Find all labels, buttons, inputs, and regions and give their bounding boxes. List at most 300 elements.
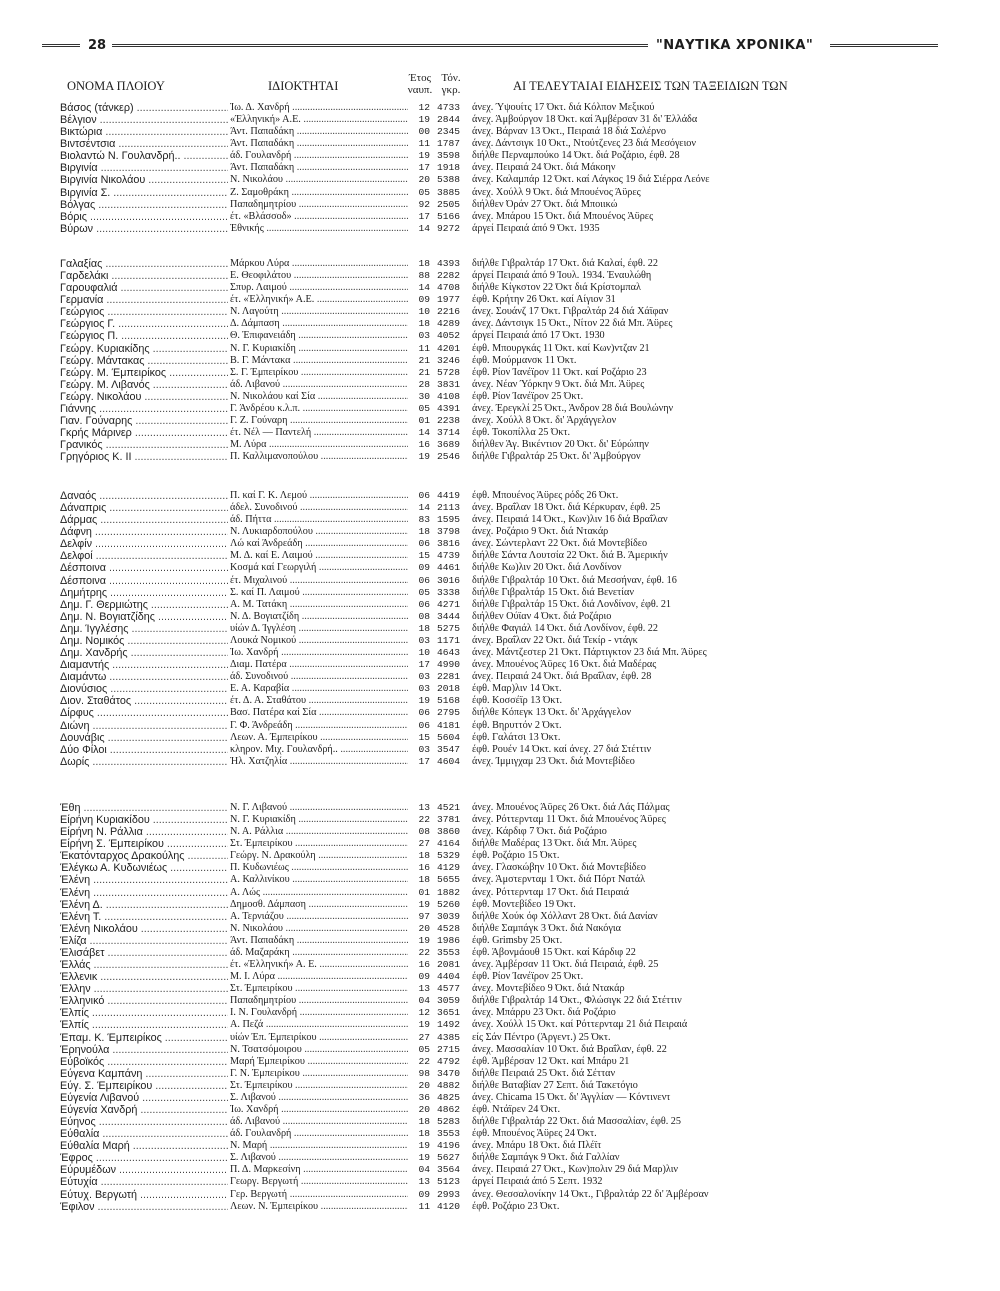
build-year: 20 xyxy=(418,1104,430,1115)
table-row xyxy=(0,439,1000,451)
table-row xyxy=(0,550,1000,562)
gross-tonnage: 1171 xyxy=(436,634,460,646)
table-row xyxy=(0,1116,1000,1128)
table-row xyxy=(0,756,1000,768)
ship-name: Γεώργ. Νικολάου ..... xyxy=(60,391,228,403)
table-row xyxy=(0,1201,1000,1213)
build-year: 30 xyxy=(418,390,430,402)
gross-tonnage: 1595 xyxy=(436,514,460,526)
gross-tonnage: 4120 xyxy=(436,1200,460,1212)
ship-name: Δωρίς ..... xyxy=(60,756,228,768)
voyage-news: άνεχ. Μπάρυ 18 Όκτ. διά Πλέϊτ xyxy=(472,1140,602,1152)
build-year: 01 xyxy=(418,886,430,898)
ship-name: Έλισάβετ ..... xyxy=(60,947,228,959)
ship-name: Εύγ. Σ. Έμπειρίκου ..... xyxy=(60,1080,228,1092)
ship-name: Γρηγόριος Κ. ΙΙ ..... xyxy=(60,451,228,463)
table-row xyxy=(0,1104,1000,1116)
owner-name: Α. Τερνιάζου ..... xyxy=(230,911,408,923)
owner-name: Θ. Έπιφανειάδη ..... xyxy=(230,330,408,342)
build-year: 11 xyxy=(418,1200,430,1212)
build-year: 16 xyxy=(418,862,430,874)
ship-name: Γερμανία ..... xyxy=(60,294,228,306)
voyage-news: διήλθε Κόπεγκ 13 Όκτ. δι' Άρχάγγελον xyxy=(472,707,632,719)
build-year: 18 xyxy=(418,258,430,269)
voyage-news: διήλθε Γιβραλτάρ 22 Όκτ. διά Μασσαλίαν, έφθ. 25 xyxy=(472,1116,681,1128)
voyage-news: άνεχ. Ύψουίτς 17 Όκτ. διά Κόλπον Μεξικού xyxy=(472,102,655,113)
ship-name: Έλέγκω Α. Κυδωνιέως ..... xyxy=(60,862,228,874)
voyage-news: διήλθε Περναμπούκο 14 Όκτ. διά Ροζάριο, έφθ. 28 xyxy=(472,150,680,162)
table-row xyxy=(0,587,1000,599)
build-year: 17 xyxy=(418,755,430,767)
voyage-news: διήλθε Σαμπάγκ 3 Όκτ. διά Νακόγια xyxy=(472,922,621,934)
ship-name: Έλένη Τ. ..... xyxy=(60,911,228,923)
table-row xyxy=(0,599,1000,611)
owner-name: Λεων. Ν. Έμπειρίκου ..... xyxy=(230,1201,408,1213)
owner-name: Ν. Νικολάου καί Σία ..... xyxy=(230,391,408,403)
gross-tonnage: 3598 xyxy=(436,150,460,162)
gross-tonnage: 2018 xyxy=(436,683,460,695)
build-year: 04 xyxy=(418,995,430,1007)
voyage-news: διήλθε Γιβραλτάρ 15 Όκτ. διά Βενετίαν xyxy=(472,586,634,598)
ship-name: Εύθαλία ..... xyxy=(60,1128,228,1140)
gross-tonnage: 1492 xyxy=(436,1019,460,1031)
page-number: 28 xyxy=(88,38,107,53)
owner-name: Λώ καί Άνδρεάδη ..... xyxy=(230,538,408,550)
owner-name: Ίω. Χανδρή ..... xyxy=(230,647,408,659)
ship-name: Γεώργιος Γ. ..... xyxy=(60,318,228,330)
gross-tonnage: 4393 xyxy=(436,258,460,269)
gross-tonnage: 4419 xyxy=(436,490,460,501)
ship-name: Έρηνούλα ..... xyxy=(60,1044,228,1056)
owner-name: Ν. Τσατσόμοιρου ..... xyxy=(230,1044,408,1056)
gross-tonnage: 3338 xyxy=(436,586,460,598)
owner-name: Σ. Γ. Έμπειρίκου ..... xyxy=(230,367,408,379)
voyage-news: άργεί Πειραιά άπό 9 Όκτ. 1935 xyxy=(472,222,600,234)
table-row xyxy=(0,223,1000,235)
voyage-news: διήλθε Σαμπάγκ 9 Όκτ. διά Γαλλίαν xyxy=(472,1152,620,1164)
build-year: 09 xyxy=(418,1188,430,1200)
owner-name: Ήλ. Χατζηλία ..... xyxy=(230,756,408,768)
table-row xyxy=(0,318,1000,330)
ship-name: Βόρις ..... xyxy=(60,211,228,223)
owner-name: Ν. Μαρή ..... xyxy=(230,1140,408,1152)
owner-name: Άντ. Παπαδάκη ..... xyxy=(230,138,408,150)
build-year: 03 xyxy=(418,330,430,342)
table-row xyxy=(0,635,1000,647)
table-row xyxy=(0,995,1000,1007)
gross-tonnage: 3781 xyxy=(436,814,460,826)
table-row xyxy=(0,427,1000,439)
owner-name: Γ. Ν. Έμπειρίκου ..... xyxy=(230,1068,408,1080)
voyage-news: έφθ. Μαρ)λιν 14 Όκτ. xyxy=(472,683,562,695)
voyage-news: άνεχ. Μάντζεστερ 21 Όκτ. Πάρτιγκτον 23 διά Μπ. Άϋρες xyxy=(472,647,707,659)
ship-name: Δίρφυς ..... xyxy=(60,707,228,719)
gross-tonnage: 3470 xyxy=(436,1067,460,1079)
gross-tonnage: 3564 xyxy=(436,1164,460,1176)
owner-name: Παπαδημητρίου ..... xyxy=(230,199,408,211)
owner-name: Μαρή Έμπειρίκου ..... xyxy=(230,1056,408,1068)
build-year: 19 xyxy=(418,1019,430,1031)
owner-name: άδ. Λιβανού ..... xyxy=(230,379,408,391)
table-row xyxy=(0,732,1000,744)
build-year: 19 xyxy=(418,114,430,126)
voyage-news: έφθ. Ροζάριο 15 Όκτ. xyxy=(472,850,560,862)
column-header-tonnage xyxy=(436,72,466,96)
build-year: 13 xyxy=(418,983,430,995)
owner-name: άδ. Γουλανδρή ..... xyxy=(230,1128,408,1140)
build-year: 22 xyxy=(418,946,430,958)
voyage-news: έφθ. Ρίον Ίανέϊρον 25 Όκτ. xyxy=(472,971,584,983)
gross-tonnage: 2505 xyxy=(436,198,460,210)
build-year: 19 xyxy=(418,451,430,463)
gross-tonnage: 2546 xyxy=(436,451,460,463)
owner-name: Α. Μ. Τατάκη ..... xyxy=(230,599,408,611)
owner-name: Λουκά Νομικού ..... xyxy=(230,635,408,647)
owner-name: έτ. «Έλληνική» Α. Ε. ..... xyxy=(230,959,408,971)
gross-tonnage: 2281 xyxy=(436,671,460,683)
voyage-news: άνεχ. Άμβούργον 18 Όκτ. καί Άμβέρσαν 31 δι' Έλλάδα xyxy=(472,114,698,126)
voyage-news: είς Σάν Πέντρο (Άργεντ.) 25 Όκτ. xyxy=(472,1031,611,1043)
voyage-news: διήλθε Γιβραλτάρ 25 Όκτ. δι' Άμβούργον xyxy=(472,451,641,463)
ship-name: Έλίζα ..... xyxy=(60,935,228,947)
gross-tonnage: 2993 xyxy=(436,1188,460,1200)
owner-name: Ν. Λυκιαρδοπούλου ..... xyxy=(230,526,408,538)
build-year: 20 xyxy=(418,1079,430,1091)
gross-tonnage: 4739 xyxy=(436,550,460,562)
ship-name: Γιαν. Γούναρης ..... xyxy=(60,415,228,427)
ship-name: Βέλγιον ..... xyxy=(60,114,228,126)
build-year: 04 xyxy=(418,1164,430,1176)
voyage-news: άνεχ. Μοντεβίδεο 9 Όκτ. διά Ντακάρ xyxy=(472,983,625,995)
voyage-news: έφθ. Άμβέρσαν 12 Όκτ. καί Μπάρυ 21 xyxy=(472,1055,630,1067)
ship-name: Γεώργιος Π. ..... xyxy=(60,330,228,342)
gross-tonnage: 2081 xyxy=(436,959,460,971)
voyage-news: άνεχ. Χούλλ 8 Όκτ. δι' Άρχάγγελον xyxy=(472,415,617,427)
build-year: 21 xyxy=(418,366,430,378)
build-year: 10 xyxy=(418,306,430,318)
gross-tonnage: 2113 xyxy=(436,502,460,514)
table-row xyxy=(0,211,1000,223)
ship-name: Βιντσέντσια ..... xyxy=(60,138,228,150)
ship-name: Γεώργ. Κυριακίδης ..... xyxy=(60,343,228,355)
build-year: 36 xyxy=(418,1091,430,1103)
ship-name: Διώνη ..... xyxy=(60,720,228,732)
ship-name: Διον. Σταθάτος ..... xyxy=(60,695,228,707)
owner-name: έτ. «Έλληνική» Α.Ε. ..... xyxy=(230,294,408,306)
table-row xyxy=(0,1007,1000,1019)
table-row xyxy=(0,671,1000,683)
gross-tonnage: 4792 xyxy=(436,1055,460,1067)
voyage-news: άνεχ. Μπουένος Άϋρες 26 Όκτ. διά Λάς Πάλμας xyxy=(472,802,670,813)
ship-name: Βύρων ..... xyxy=(60,223,228,235)
owner-name: Γερ. Βεργωτή ..... xyxy=(230,1189,408,1201)
build-year: 08 xyxy=(418,826,430,838)
table-row xyxy=(0,1176,1000,1188)
table-row xyxy=(0,814,1000,826)
column-header-tonnage-line1: Τόν. xyxy=(441,72,461,84)
build-year: 09 xyxy=(418,562,430,574)
gross-tonnage: 3547 xyxy=(436,743,460,755)
gross-tonnage: 3816 xyxy=(436,538,460,550)
voyage-news: άνεχ. Μπάρου 15 Όκτ. διά Μπουένος Άϋρες xyxy=(472,210,654,222)
ship-name: Έφιλον ..... xyxy=(60,1201,228,1213)
table-row xyxy=(0,403,1000,415)
build-year: 01 xyxy=(418,415,430,427)
gross-tonnage: 5388 xyxy=(436,174,460,186)
gross-tonnage: 5166 xyxy=(436,210,460,222)
table-row xyxy=(0,258,1000,270)
ship-name: Εύγενία Χανδρή ..... xyxy=(60,1104,228,1116)
owner-name: έτ. Νέλ — Παντελή ..... xyxy=(230,427,408,439)
table-row xyxy=(0,562,1000,574)
gross-tonnage: 4862 xyxy=(436,1104,460,1115)
gross-tonnage: 3059 xyxy=(436,995,460,1007)
table-row xyxy=(0,415,1000,427)
ship-name: Εύβοϊκός ..... xyxy=(60,1056,228,1068)
column-header-year-line2: ναυπ. xyxy=(407,84,433,96)
voyage-news: άνεχ. Μπάρρυ 23 Όκτ. διά Ροζάριο xyxy=(472,1007,616,1019)
ship-name: Έλένη ..... xyxy=(60,874,228,886)
build-year: 03 xyxy=(418,634,430,646)
table-row xyxy=(0,187,1000,199)
table-row xyxy=(0,174,1000,186)
gross-tonnage: 4521 xyxy=(436,802,460,813)
build-year: 14 xyxy=(418,427,430,439)
owner-name: έτ. «Βλάσσοδ» ..... xyxy=(230,211,408,223)
ship-name: Δημήτρης ..... xyxy=(60,587,228,599)
owner-name: άδελ. Συνοδινού ..... xyxy=(230,502,408,514)
build-year: 18 xyxy=(418,622,430,634)
gross-tonnage: 3689 xyxy=(436,439,460,451)
gross-tonnage: 3553 xyxy=(436,1128,460,1140)
gross-tonnage: 9272 xyxy=(436,222,460,234)
ship-name: Δάφνη ..... xyxy=(60,526,228,538)
header-rule-left xyxy=(42,44,80,47)
owner-name: Διαμ. Πατέρα ..... xyxy=(230,659,408,671)
ship-name: Δημ. Γ. Θερμιώτης ..... xyxy=(60,599,228,611)
voyage-news: άργεί Πειραιά άπό 9 Ίουλ. 1934. Έναυλώθη xyxy=(472,270,652,282)
gross-tonnage: 4643 xyxy=(436,647,460,659)
owner-name: Σ. Λιβανού ..... xyxy=(230,1152,408,1164)
voyage-news: έφθ. Γαλάτσι 13 Όκτ. xyxy=(472,731,561,743)
running-header xyxy=(40,38,940,54)
table-row xyxy=(0,647,1000,659)
build-year: 05 xyxy=(418,586,430,598)
table-row xyxy=(0,623,1000,635)
ship-name: Έλλενικ ..... xyxy=(60,971,228,983)
ship-name: Γκρής Μάρινερ ..... xyxy=(60,427,228,439)
gross-tonnage: 3714 xyxy=(436,427,460,439)
table-row xyxy=(0,1044,1000,1056)
build-year: 03 xyxy=(418,671,430,683)
voyage-news: έφθ. Μοντεβίδεο 19 Όκτ. xyxy=(472,898,576,910)
table-row xyxy=(0,126,1000,138)
gross-tonnage: 2795 xyxy=(436,707,460,719)
build-year: 19 xyxy=(418,1152,430,1164)
owner-name: Σπυρ. Λαιμού ..... xyxy=(230,282,408,294)
owner-name: Κοσμά καί Γεωργιλή ..... xyxy=(230,562,408,574)
gross-tonnage: 4604 xyxy=(436,755,460,767)
owner-name: Άντ. Παπαδάκη ..... xyxy=(230,935,408,947)
owner-name: Στ. Έμπειρίκου ..... xyxy=(230,1080,408,1092)
gross-tonnage: 4129 xyxy=(436,862,460,874)
voyage-news: άνεχ. Σουάνζ 17 Όκτ. Γιβραλτάρ 24 διά Χάϊφαν xyxy=(472,306,669,318)
build-year: 06 xyxy=(418,490,430,501)
ship-name: Έλλάς ..... xyxy=(60,959,228,971)
table-row xyxy=(0,911,1000,923)
owner-name: άδ. Λιβανού ..... xyxy=(230,1116,408,1128)
voyage-news: άνεχ. Ρόττερνταμ 17 Όκτ. διά Πειραιά xyxy=(472,886,629,898)
gross-tonnage: 2345 xyxy=(436,126,460,138)
owner-name: Α. Καλλινίκου ..... xyxy=(230,874,408,886)
gross-tonnage: 2282 xyxy=(436,270,460,282)
table-row xyxy=(0,874,1000,886)
ship-name: Εύθαλία Μαρή ..... xyxy=(60,1140,228,1152)
ship-name: Εύρυμέδων ..... xyxy=(60,1164,228,1176)
voyage-news: άνεχ. Έρεγκλί 25 Όκτ., Άνδρον 28 διά Βουλώνην xyxy=(472,402,674,414)
owner-name: Ίω. Δ. Χανδρή ..... xyxy=(230,102,408,114)
ship-name: Βιργινία Νικολάου ..... xyxy=(60,174,228,186)
owner-name: Γ. Φ. Άνδρεάδη ..... xyxy=(230,720,408,732)
build-year: 10 xyxy=(418,647,430,659)
gross-tonnage: 1977 xyxy=(436,294,460,306)
voyage-news: διήλθε Χούκ όφ Χόλλαντ 28 Όκτ. διά Δανίαν xyxy=(472,910,658,922)
build-year: 17 xyxy=(418,210,430,222)
build-year: 18 xyxy=(418,526,430,538)
table-row xyxy=(0,1068,1000,1080)
gross-tonnage: 2238 xyxy=(436,415,460,427)
ship-name: Γεώργιος ..... xyxy=(60,306,228,318)
ship-name: Εύγενα Καμπάνη ..... xyxy=(60,1068,228,1080)
voyage-news: διήλθε Σάντα Λουτσία 22 Όκτ. διά Β. Άμερικήν xyxy=(472,550,668,562)
build-year: 19 xyxy=(418,1140,430,1152)
gross-tonnage: 4385 xyxy=(436,1031,460,1043)
gross-tonnage: 4164 xyxy=(436,838,460,850)
build-year: 18 xyxy=(418,318,430,330)
voyage-news: διήλθεν Ούϊαν 4 Όκτ. διά Ροζάριο xyxy=(472,610,612,622)
ship-name: Δαναός ..... xyxy=(60,490,228,502)
ship-name: Εύτυχία ..... xyxy=(60,1176,228,1188)
gross-tonnage: 3651 xyxy=(436,1007,460,1019)
ship-name: Δημ. Νομικός ..... xyxy=(60,635,228,647)
voyage-news: διήλθε Γιβραλτάρ 15 Όκτ. διά Λονδίνον, έφθ. 21 xyxy=(472,598,672,610)
build-year: 83 xyxy=(418,514,430,526)
ship-name: Βιργινία ..... xyxy=(60,162,228,174)
voyage-news: άνεχ. Σώντερλαντ 22 Όκτ. διά Μοντεβίδεο xyxy=(472,538,648,550)
ship-name: Βιολαντώ Ν. Γουλανδρή.. ..... xyxy=(60,150,228,162)
owner-name: Ν. Νικολάου ..... xyxy=(230,174,408,186)
column-header-year xyxy=(403,72,437,96)
table-row xyxy=(0,1019,1000,1031)
voyage-news: διήλθε Βαταβίαν 27 Σεπτ. διά Τακετόγιο xyxy=(472,1079,638,1091)
build-year: 92 xyxy=(418,198,430,210)
table-row xyxy=(0,391,1000,403)
ship-name: Είρήνη Κυριακίδου ..... xyxy=(60,814,228,826)
owner-name: Π. Κυδωνιέως ..... xyxy=(230,862,408,874)
gross-tonnage: 4181 xyxy=(436,719,460,731)
build-year: 00 xyxy=(418,126,430,138)
ship-name: Γεώργ. Μάντακας ..... xyxy=(60,355,228,367)
ship-name: Βάσος (τάνκερ) ..... xyxy=(60,102,228,114)
table-row xyxy=(0,306,1000,318)
gross-tonnage: 5275 xyxy=(436,622,460,634)
owner-name: Ε. Α. Καραβία ..... xyxy=(230,683,408,695)
gross-tonnage: 1986 xyxy=(436,934,460,946)
table-row xyxy=(0,935,1000,947)
owner-name: Γ. Άνδρέου κ.λ.π. ..... xyxy=(230,403,408,415)
owner-name: Μ. Ι. Λύρα ..... xyxy=(230,971,408,983)
build-year: 11 xyxy=(418,138,430,150)
build-year: 06 xyxy=(418,538,430,550)
gross-tonnage: 5123 xyxy=(436,1176,460,1188)
owner-name: Π. Δ. Μαρκεσίνη ..... xyxy=(230,1164,408,1176)
table-row xyxy=(0,102,1000,114)
table-row xyxy=(0,538,1000,550)
voyage-news: άνεχ. Καλαμπάρ 12 Όκτ. καί Λάγκος 19 διά Σιέρρα Λεόνε xyxy=(472,174,710,186)
column-header-year-line1: Έτος xyxy=(409,72,431,84)
ship-name: Γεώργ. Μ. Έμπειρίκος ..... xyxy=(60,367,228,379)
ship-name: Γαρδελάκι ..... xyxy=(60,270,228,282)
voyage-news: άνεχ. Γλασκώβην 10 Όκτ. διά Μοντεβίδεο xyxy=(472,862,646,874)
build-year: 08 xyxy=(418,610,430,622)
table-row xyxy=(0,887,1000,899)
ship-name: Έπαμ. Κ. Έμπειρίκος ..... xyxy=(60,1032,228,1044)
voyage-news: άνεχ. Δάντσιγκ 10 Όκτ., Ντούτζενες 23 διά Μεσόγειον xyxy=(472,138,697,150)
voyage-news: άνεχ. Βραΐλαν 22 Όκτ. διά Τεκίρ - ντάγκ xyxy=(472,634,638,646)
gross-tonnage: 5655 xyxy=(436,874,460,886)
table-row xyxy=(0,850,1000,862)
table-row xyxy=(0,294,1000,306)
build-year: 27 xyxy=(418,838,430,850)
voyage-news: έφθ. Ροζάριο 23 Όκτ. xyxy=(472,1200,560,1212)
build-year: 27 xyxy=(418,1031,430,1043)
owner-name: Ν. Γ. Κυριακίδη ..... xyxy=(230,814,408,826)
table-row xyxy=(0,899,1000,911)
table-row xyxy=(0,744,1000,756)
gross-tonnage: 4201 xyxy=(436,342,460,354)
ship-name: Εύγενία Λιβανού ..... xyxy=(60,1092,228,1104)
voyage-news: άργεί Πειραιά άπό 17 Όκτ. 1930 xyxy=(472,330,605,342)
table-row xyxy=(0,838,1000,850)
owner-name: άδ. Συνοδινού ..... xyxy=(230,671,408,683)
table-row xyxy=(0,707,1000,719)
ship-name: Εύτυχ. Βεργωτή ..... xyxy=(60,1189,228,1201)
gross-tonnage: 4052 xyxy=(436,330,460,342)
owner-name: Ζ. Σαμοθράκη ..... xyxy=(230,187,408,199)
voyage-news: έφθ. Ρουέν 14 Όκτ. καί άνεχ. 27 διά Στέττιν xyxy=(472,743,652,755)
voyage-news: άνεχ. Πειραιά 14 Όκτ., Κων)λιν 16 διά Βραΐλαν xyxy=(472,514,668,526)
voyage-news: έφθ. Μπουένος Άϋρες ρόδς 26 Όκτ. xyxy=(472,490,619,501)
gross-tonnage: 4108 xyxy=(436,390,460,402)
build-year: 88 xyxy=(418,270,430,282)
column-header-tonnage-line2: γκρ. xyxy=(441,84,461,96)
ship-name: Έλλην ..... xyxy=(60,983,228,995)
gross-tonnage: 4528 xyxy=(436,922,460,934)
owner-name: Ι. Ν. Γουλανδρή ..... xyxy=(230,1007,408,1019)
owner-name: Δημοσθ. Δάμπαση ..... xyxy=(230,899,408,911)
build-year: 05 xyxy=(418,1043,430,1055)
ship-name: Έλληνικό ..... xyxy=(60,995,228,1007)
gross-tonnage: 4882 xyxy=(436,1079,460,1091)
build-year: 22 xyxy=(418,814,430,826)
table-row xyxy=(0,923,1000,935)
ship-name: Δάρμας ..... xyxy=(60,514,228,526)
header-rule-right xyxy=(830,44,938,47)
owner-name: Ν. Δ. Βογιατζίδη ..... xyxy=(230,611,408,623)
gross-tonnage: 3860 xyxy=(436,826,460,838)
owner-name: Δ. Δάμπαση ..... xyxy=(230,318,408,330)
build-year: 97 xyxy=(418,910,430,922)
